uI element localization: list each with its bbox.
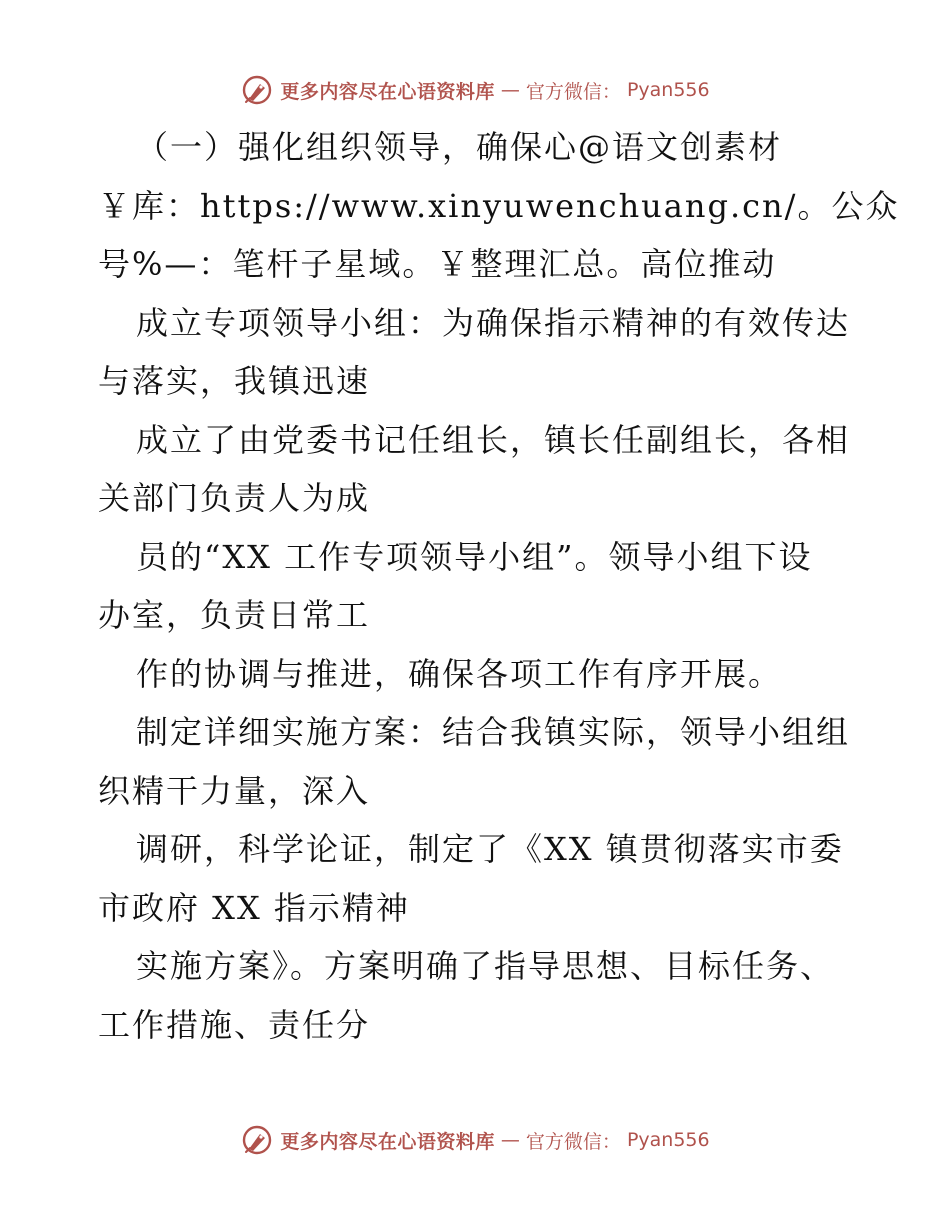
banner-dash: — xyxy=(500,79,520,101)
body-text-line: （一）强化组织领导，确保心@语文创素材 xyxy=(136,128,783,166)
body-text-line: 作的协调与推进，确保各项工作有序开展。 xyxy=(136,654,783,693)
body-text-line: 与落实，我镇迅速 xyxy=(98,362,371,400)
body-text-line: 成立了由党委书记任组长，镇长任副组长，各相 xyxy=(136,420,851,459)
banner-main-text: 更多内容尽在心语资料库 xyxy=(280,80,495,103)
footer-banner-content xyxy=(240,1123,709,1157)
banner-contact-id: Pyan556 xyxy=(626,1129,710,1151)
document-body xyxy=(98,118,900,1054)
body-text-line: 调研，科学论证，制定了《XX 镇贯彻落实市委 xyxy=(136,830,844,868)
body-text-line: 成立专项领导小组：为确保指示精神的有效传达 xyxy=(136,303,851,342)
banner-contact-label: 官方微信： xyxy=(525,1130,621,1153)
pen-nib-logo-icon xyxy=(240,1123,274,1157)
header-banner-content xyxy=(240,73,709,107)
banner-main-text: 更多内容尽在心语资料库 xyxy=(280,1130,495,1153)
body-text-line: 制定详细实施方案：结合我镇实际，领导小组组 xyxy=(136,713,851,751)
banner-dash: — xyxy=(500,1129,520,1151)
body-text-line: ￥库：https://www.xinyuwenchuang.cn/。公众 xyxy=(98,186,900,225)
body-text-line: 员的“XX 工作专项领导小组”。领导小组下设 xyxy=(136,537,813,576)
body-text-line: 市政府 XX 指示精神 xyxy=(98,888,410,927)
pen-nib-logo-icon xyxy=(240,73,274,107)
body-text-line: 号%—：笔杆子星域。￥整理汇总。高位推动 xyxy=(98,245,777,283)
footer-banner xyxy=(0,1120,950,1160)
body-text-line: 织精干力量，深入 xyxy=(98,771,371,810)
banner-contact-id: Pyan556 xyxy=(626,79,710,101)
body-text-line: 关部门负责人为成 xyxy=(98,479,371,517)
banner-contact-label: 官方微信： xyxy=(525,80,621,103)
body-text-line: 工作措施、责任分 xyxy=(98,1005,371,1044)
header-banner xyxy=(0,70,950,110)
body-text-line: 办室，负责日常工 xyxy=(98,596,371,634)
body-text-line: 实施方案》。方案明确了指导思想、目标任务、 xyxy=(136,947,835,985)
